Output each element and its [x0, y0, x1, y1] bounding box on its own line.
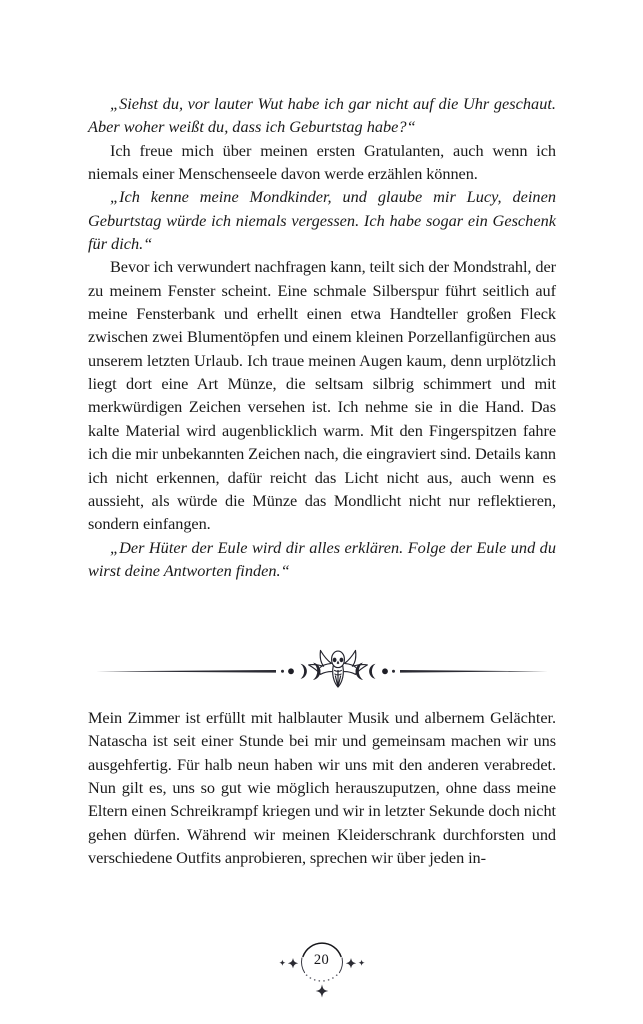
paragraph-dialogue-3: „Der Hüter der Eule wird dir alles erklären. Folge der Eule und du wirst deine Antworten finden.“ — [88, 537, 556, 580]
divider-dot-left-small — [281, 670, 284, 673]
paragraph-dialogue-2: „Ich kenne meine Mondkinder, und glaube mir Lucy, deinen Geburtstag würde ich niemals vergessen. Ich habe sogar ein Geschenk für dich.“ — [88, 187, 556, 254]
divider-dot-right-small — [392, 670, 395, 673]
owl-moons-divider — [88, 645, 556, 697]
moon-circle-dots — [305, 974, 337, 981]
divider-graphic — [88, 645, 556, 697]
divider-rule-left — [96, 670, 276, 673]
sparkle-bottom — [315, 985, 328, 998]
crescent-right-outer — [369, 664, 375, 679]
text-block-lower — [88, 706, 556, 869]
divider-rule-right — [400, 670, 548, 673]
paragraph-narrative-1: Ich freue mich über meinen ersten Gratulanten, auch wenn ich niemals einer Menschenseele davon werde erzählen können. — [88, 140, 556, 184]
crescent-left-outer — [301, 664, 307, 679]
paragraph-dialogue-1: „Siehst du, vor lauter Wut habe ich gar nicht auf die Uhr geschaut. Aber woher weißt du, dass ich Geburtstag habe?“ — [88, 94, 556, 137]
divider-dot-right-large — [382, 668, 388, 674]
paragraph-narrative-3: Mein Zimmer ist erfüllt mit halblauter Musik und albernem Gelächter. Natascha ist seit einer Stunde bei mir und gemeinsam machen wir uns ausgehfertig. Für halb neun haben wir uns mit den anderen verabredet. Nun gilt es, uns so gut wie möglich herauszuputzen, ohne dass meine Eltern einen Schreikrampf kriegen und wir in letzter Sekunde doch nicht gehen dürfen. Während wir meinen Kleiderschrank durchforsten und verschiedene Outfits anprobieren, sprechen wir über jeden in- — [88, 708, 556, 868]
divider-dot-left-large — [288, 668, 294, 674]
page-number: 20 — [313, 952, 330, 968]
page-folio — [0, 922, 643, 1014]
paragraph-narrative-2: Bevor ich verwundert nachfragen kann, teilt sich der Mondstrahl, der zu meinem Fenster scheint. Eine schmale Silberspur führt seitlich auf meine Fensterbank und erhellt einen etwa Handteller großen Fleck zwischen zwei Blumentöpfen und einem kleinen Porzellanfigürchen aus unserem letzten Urlaub. Ich traue meinen Augen kaum, denn urplötzlich liegt dort eine Art Münze, die seltsam silbrig schimmert und mit merkwürdigen Zeichen versehen ist. Ich nehme sie in die Hand. Das kalte Material wird augenblicklich warm. Mit den Fingerspitzen fahre ich die mir unbekannten Zeichen nach, die eingraviert sind. Details kann ich nicht erkennen, dafür reicht das Licht nicht aus, auch wenn es aussieht, als würde die Münze das Mondlicht nicht nur reflektieren, sondern einfangen. — [88, 257, 556, 534]
text-block-upper — [88, 92, 556, 582]
